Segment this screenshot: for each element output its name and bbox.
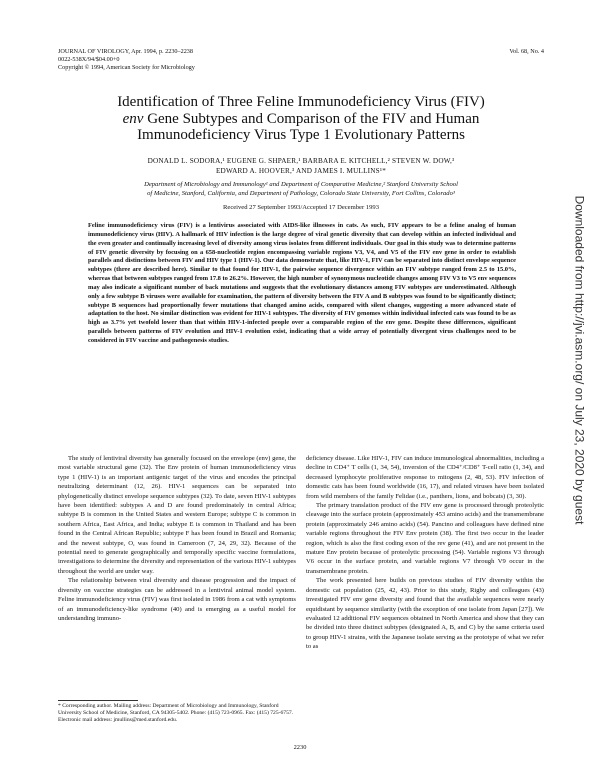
- title-line-1: Identification of Three Feline Immunodeficiency Virus (FIV): [117, 94, 485, 110]
- watermark-text[interactable]: Downloaded from http://jvi.asm.org/ on July 23, 2020 by guest: [572, 195, 587, 525]
- body-paragraph: The relationship between viral diversity and disease progression and the impact of diversity on vaccine strategies can be addressed in a lentiviral animal model system. Feline immunodeficiency virus (FIV) was first isolated in 1986 from a cat with symptoms of an immunodeficiency-like syndrome (40) and is emerging as a useful model for understanding immuno-: [58, 577, 296, 622]
- author-list: [58, 156, 544, 176]
- copyright-line: Copyright © 1994, American Society for Microbiology: [58, 64, 195, 71]
- title-line-2: Gene Subtypes and Comparison of the FIV and Human: [143, 110, 480, 127]
- authors-line-2: EDWARD A. HOOVER,³ AND JAMES I. MULLINS¹*: [215, 167, 387, 175]
- affiliation-line-2: of Medicine, Stanford, California, and Department of Pathology, Colorado State University, Fort Collins, Colorado³: [147, 190, 455, 197]
- body-paragraph: deficiency disease. Like HIV-1, FIV can induce immunological abnormalities, including a decline in CD4⁺ T cells (1, 34, 54), inversion of the CD4⁺/CD8⁺ T-cell ratio (1, 34), and decreased lymphocyte proliferative response to mitogens (2, 48, 53). FIV infection of domestic cats has been found worldwide (16, 17), and related viruses have been isolated from wild members of the family Felidae (i.e., panthers, lions, and bobcats) (3, 30).: [306, 455, 544, 500]
- title-line-3: Immunodeficiency Virus Type 1 Evolutionary Patterns: [137, 127, 465, 143]
- journal-citation: JOURNAL OF VIROLOGY, Apr. 1994, p. 2230–2238: [58, 48, 193, 55]
- body-column-left: [58, 454, 296, 623]
- article-title: [58, 94, 544, 144]
- download-watermark: [566, 80, 592, 640]
- page-number: 2230: [293, 744, 307, 751]
- body-paragraph: The primary translation product of the FIV env gene is processed through proteolytic cleavage into the surface protein (approximately 453 amino acids) and the transmembrane protein (approximately 246 amino acids) (54). Pancino and colleagues have defined nine variable regions throughout the FIV Env protein (38). The first two occur in the leader region, which is also the first coding exon of the rev gene (41), and are not present in the mature Env protein because of proteolytic processing (54). Variable regions V3 through V6 occur in the surface protein, and variable regions V7 through V9 occur in the transmembrane protein.: [306, 502, 544, 575]
- body-paragraph: The work presented here builds on previous studies of FIV diversity within the domestic cat population (25, 42, 43). Prior to this study, Rigby and colleagues (43) investigated FIV env gene diversity and found that the available sequences were nearly equidistant by sequence similarity (with the exception of one isolate from Japan [27]). We evaluated 12 additional FIV sequences obtained in North America and show that they can be divided into three distinct subtypes (designated A, B, and C) by the same criteria used to group HIV-1 strains, with the Japanese isolate serving as the prototype of what we refer to as: [306, 577, 544, 651]
- footnote-divider: [58, 700, 138, 701]
- body-column-right: [306, 454, 544, 652]
- body-paragraph: The study of lentiviral diversity has generally focused on the envelope (env) gene, the most variable structural gene (32). The Env protein of human immunodeficiency virus type 1 (HIV-1) is an important antigenic target of the virus and encodes the principal neutralizing determinant (12, 26). HIV-1 sequences can be separated into phylogenetically distinct envelope sequence subtypes (32). To date, seven HIV-1 subtypes have been identified: subtypes A and D are found predominately in central Africa; subtype B is common in the United States and western Europe; subtype C is common in southern Africa, East Africa, and India; subtype E is common in Thailand and has been found in the Central African Republic; subtype F has been found in Brazil and Romania; and the newest subtype, O, was found in Cameroon (7, 24, 29, 32). Because of the potential need to generate geographically and temporally specific vaccine formulations, investigations to determine the diversity and representation of the various HIV-1 subtypes throughout the world are under way.: [58, 455, 296, 575]
- affiliation-line-1: Department of Microbiology and Immunology¹ and Department of Comparative Medicine,² Stanford University School: [144, 181, 458, 188]
- journal-header: [58, 48, 358, 72]
- abstract: Feline immunodeficiency virus (FIV) is a lentivirus associated with AIDS-like illnesses in cats. As such, FIV appears to be a feline analog of human immunodeficiency virus (HIV). A hallmark of HIV infection is the large degree of viral genetic diversity that can develop within an infected individual and the even greater and continually increasing level of diversity among virus isolates from different individuals. Our goal in this study was to determine patterns of FIV genetic diversity by focusing on a 658-nucleotide region encompassing variable regions V3, V4, and V5 of the FIV env gene in order to establish parallels and distinctions between FIV and HIV type 1 (HIV-1). Our data demonstrate that, like HIV-1, FIV can be separated into distinct envelope sequence subtypes (three are described here). Similar to that found for HIV-1, the pairwise sequence divergence within an FIV subtype ranged from 2.5 to 15.0%, whereas that between subtypes ranged from 17.8 to 26.2%. However, the high number of synonymous nucleotide changes among FIV V3 to V5 env sequences may also indicate a significant number of back mutations and suggests that the evolutionary distances among FIV subtypes are underestimated. Although only a few subtype B viruses were available for examination, the pattern of diversity between the FIV A and B subtypes was found to be significantly distinct; subtype B sequences had proportionally fewer mutations that changed amino acids, compared with silent changes, suggesting a more advanced state of adaptation to the host. No similar distinction was evident for HIV-1 subtypes. The diversity of FIV genomes within individual infected cats was found to be as high as 3.7% yet twofold lower than that within HIV-1-infected people over a comparable region of the env gene. Despite these differences, significant parallels between patterns of FIV evolution and HIV-1 evolution exist, indicating that a wide array of potentially divergent virus challenges need to be considered in FIV vaccine and pathogenesis studies.: [88, 222, 516, 344]
- authors-line-1: DONALD L. SODORA,¹ EUGENE G. SHPAER,¹ BARBARA E. KITCHELL,² STEVEN W. DOW,³: [147, 157, 455, 165]
- title-env-italic: env: [122, 110, 144, 127]
- corresponding-author-footnote: * Corresponding author. Mailing address: Department of Microbiology and Immunology, Stanford University School of Medicine, Stanford, CA 94305-5402. Phone: (415) 723-0965. Fax: (415) 725-6757. Electronic mail address: jmullins@med.stanford.edu.: [58, 703, 294, 724]
- affiliations: [58, 180, 544, 198]
- volume-label: Vol. 68, No. 4: [509, 48, 544, 55]
- received-dates: Received 27 September 1993/Accepted 17 December 1993: [223, 204, 379, 211]
- issn-line: 0022-538X/94/$04.00+0: [58, 56, 120, 63]
